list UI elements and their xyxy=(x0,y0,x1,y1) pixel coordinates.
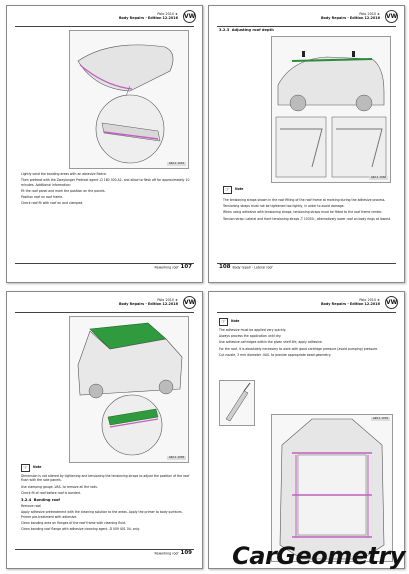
page-107 xyxy=(6,5,203,283)
header-rule xyxy=(217,312,396,313)
page-number: 107 xyxy=(180,264,192,270)
page-108 xyxy=(208,5,405,283)
note-item: Tension strap: Lateral and front tensioning straps -T 10350-, alternatively lower roof on body rings at lowest. xyxy=(223,216,391,221)
roof-frame-figure xyxy=(271,414,393,562)
roof-illustration xyxy=(70,31,188,168)
figure-id: A60-1 1036 xyxy=(370,176,386,179)
step-item: Clean bonding area on flanges of the roof frame with cleaning fluid. xyxy=(21,520,126,525)
section-heading: 3.2.4 Bonding roof xyxy=(21,498,60,502)
section-heading: 3.2.3 Adjusting roof depth xyxy=(219,28,274,32)
footer-rule xyxy=(15,263,194,264)
note-label: Note xyxy=(235,187,244,191)
figure-id: A60-1 1039 xyxy=(372,417,388,420)
note-label: Note xyxy=(33,465,42,469)
note-hand-icon: ☞ xyxy=(21,464,30,472)
page-footer: Reworking roof 107 xyxy=(154,264,192,270)
instruction-list xyxy=(21,504,193,533)
page-footer: 108 Body repair - Lateral roof xyxy=(219,264,273,270)
page-header: Polo 2010 ➤ Body Repairs - Edition 12.2016 xyxy=(118,12,178,20)
note-item: Cut nozzle, 3 mm diameter -VAS- to provide appropriate bead geometry. xyxy=(219,352,332,357)
car-roof-figure xyxy=(69,316,189,463)
note-item: When using adhesive with tensioning straps, tensioning straps must be fitted to the roof frame center. xyxy=(223,210,382,215)
roof-depth-figure xyxy=(271,36,391,183)
note-item: Dimension is not altered by tightening and tensioning the tensioning straps to adjust the position of the roof flush with the side panels. xyxy=(21,474,190,483)
cartridge-figure xyxy=(219,380,255,426)
header-rule xyxy=(217,26,396,27)
step-item: Apply adhesive pretreatment with the cleaning solution to the areas. Apply the primer to body surfaces. Primer pre-treatment with adhesive. xyxy=(21,510,183,519)
page-110 xyxy=(208,291,405,569)
step-item: Then pretreat with the Zwaylanger Pretreat agent -D 180 300 A2- and allow to flash off for approximately 10 minutes. Additional information: xyxy=(21,178,190,187)
note-hand-icon: ☞ xyxy=(219,318,228,326)
note-item: The tensioning straps shown in the roof fitting of the roof frame at marking during the adhesive process. xyxy=(223,198,386,202)
note-item: Tensioning straps must not be tightened too tightly, in order to avoid damage. xyxy=(223,204,345,209)
roof-figure xyxy=(69,30,189,169)
footer-rule xyxy=(217,263,396,264)
instruction-list xyxy=(21,172,191,207)
adhesive-cartridge-illustration xyxy=(220,381,254,425)
note-item: Use adhesive cartridges within the given shelf life, apply adhesive. xyxy=(219,340,323,345)
page-header: Polo 2010 ➤ Body Repairs - Edition 12.2016 xyxy=(320,12,380,20)
vw-logo: VW xyxy=(183,10,196,23)
step-item: Lightly sand the bonding areas with an abrasive fleece. xyxy=(21,172,107,176)
vw-logo: VW xyxy=(183,296,196,309)
page-header: Polo 2010 ➤ Body Repairs - Edition 12.2016 xyxy=(320,298,380,306)
step-item: Fit the roof panel and mark the position on the panels. xyxy=(21,188,106,193)
car-body-illustration xyxy=(70,317,188,462)
note-list xyxy=(21,474,193,497)
vw-logo: VW xyxy=(385,296,398,309)
page-109 xyxy=(6,291,203,569)
note-item: Always process the application until dry. xyxy=(219,334,282,339)
car-side-illustration xyxy=(272,37,390,182)
step-item: Position roof on roof frame. xyxy=(21,195,64,200)
vw-logo: VW xyxy=(385,10,398,23)
note-item: The adhesive must be applied very quickly. xyxy=(219,328,287,332)
step-item: Remove roof. xyxy=(21,504,42,508)
figure-id: A60-1 1038 xyxy=(168,456,184,459)
step-item: Clean bonding roof flange with adhesive cleaning agent -D 009 401 04- only. xyxy=(21,527,140,532)
cargeometry-watermark: CarGeometry xyxy=(232,542,405,570)
step-item: Check roof fit with roof on and clamped. xyxy=(21,201,84,206)
note-item: Use clamping gauge -VAS- to remove all the rods. xyxy=(21,484,98,489)
page-footer: Reworking roof 109 xyxy=(154,550,192,556)
page-header: Polo 2010 ➤ Body Repairs - Edition 12.2016 xyxy=(118,298,178,306)
note-list xyxy=(219,328,395,359)
note-label: Note xyxy=(231,319,240,323)
page-number: 108 xyxy=(219,264,231,270)
note-item: For the roof, it is absolutely necessary to work with good cartridge pressure (avoid pumping) pressure. xyxy=(219,346,379,351)
note-list xyxy=(223,198,395,223)
footer-rule xyxy=(15,549,194,550)
header-rule xyxy=(15,312,194,313)
note-hand-icon: ☞ xyxy=(223,186,232,194)
figure-id: A60-1 1034 xyxy=(168,162,184,165)
page-number: 109 xyxy=(180,550,192,556)
note-item: Check fit of roof before roof is bonded. xyxy=(21,490,81,495)
roof-frame-illustration xyxy=(272,415,392,561)
header-rule xyxy=(15,26,194,27)
